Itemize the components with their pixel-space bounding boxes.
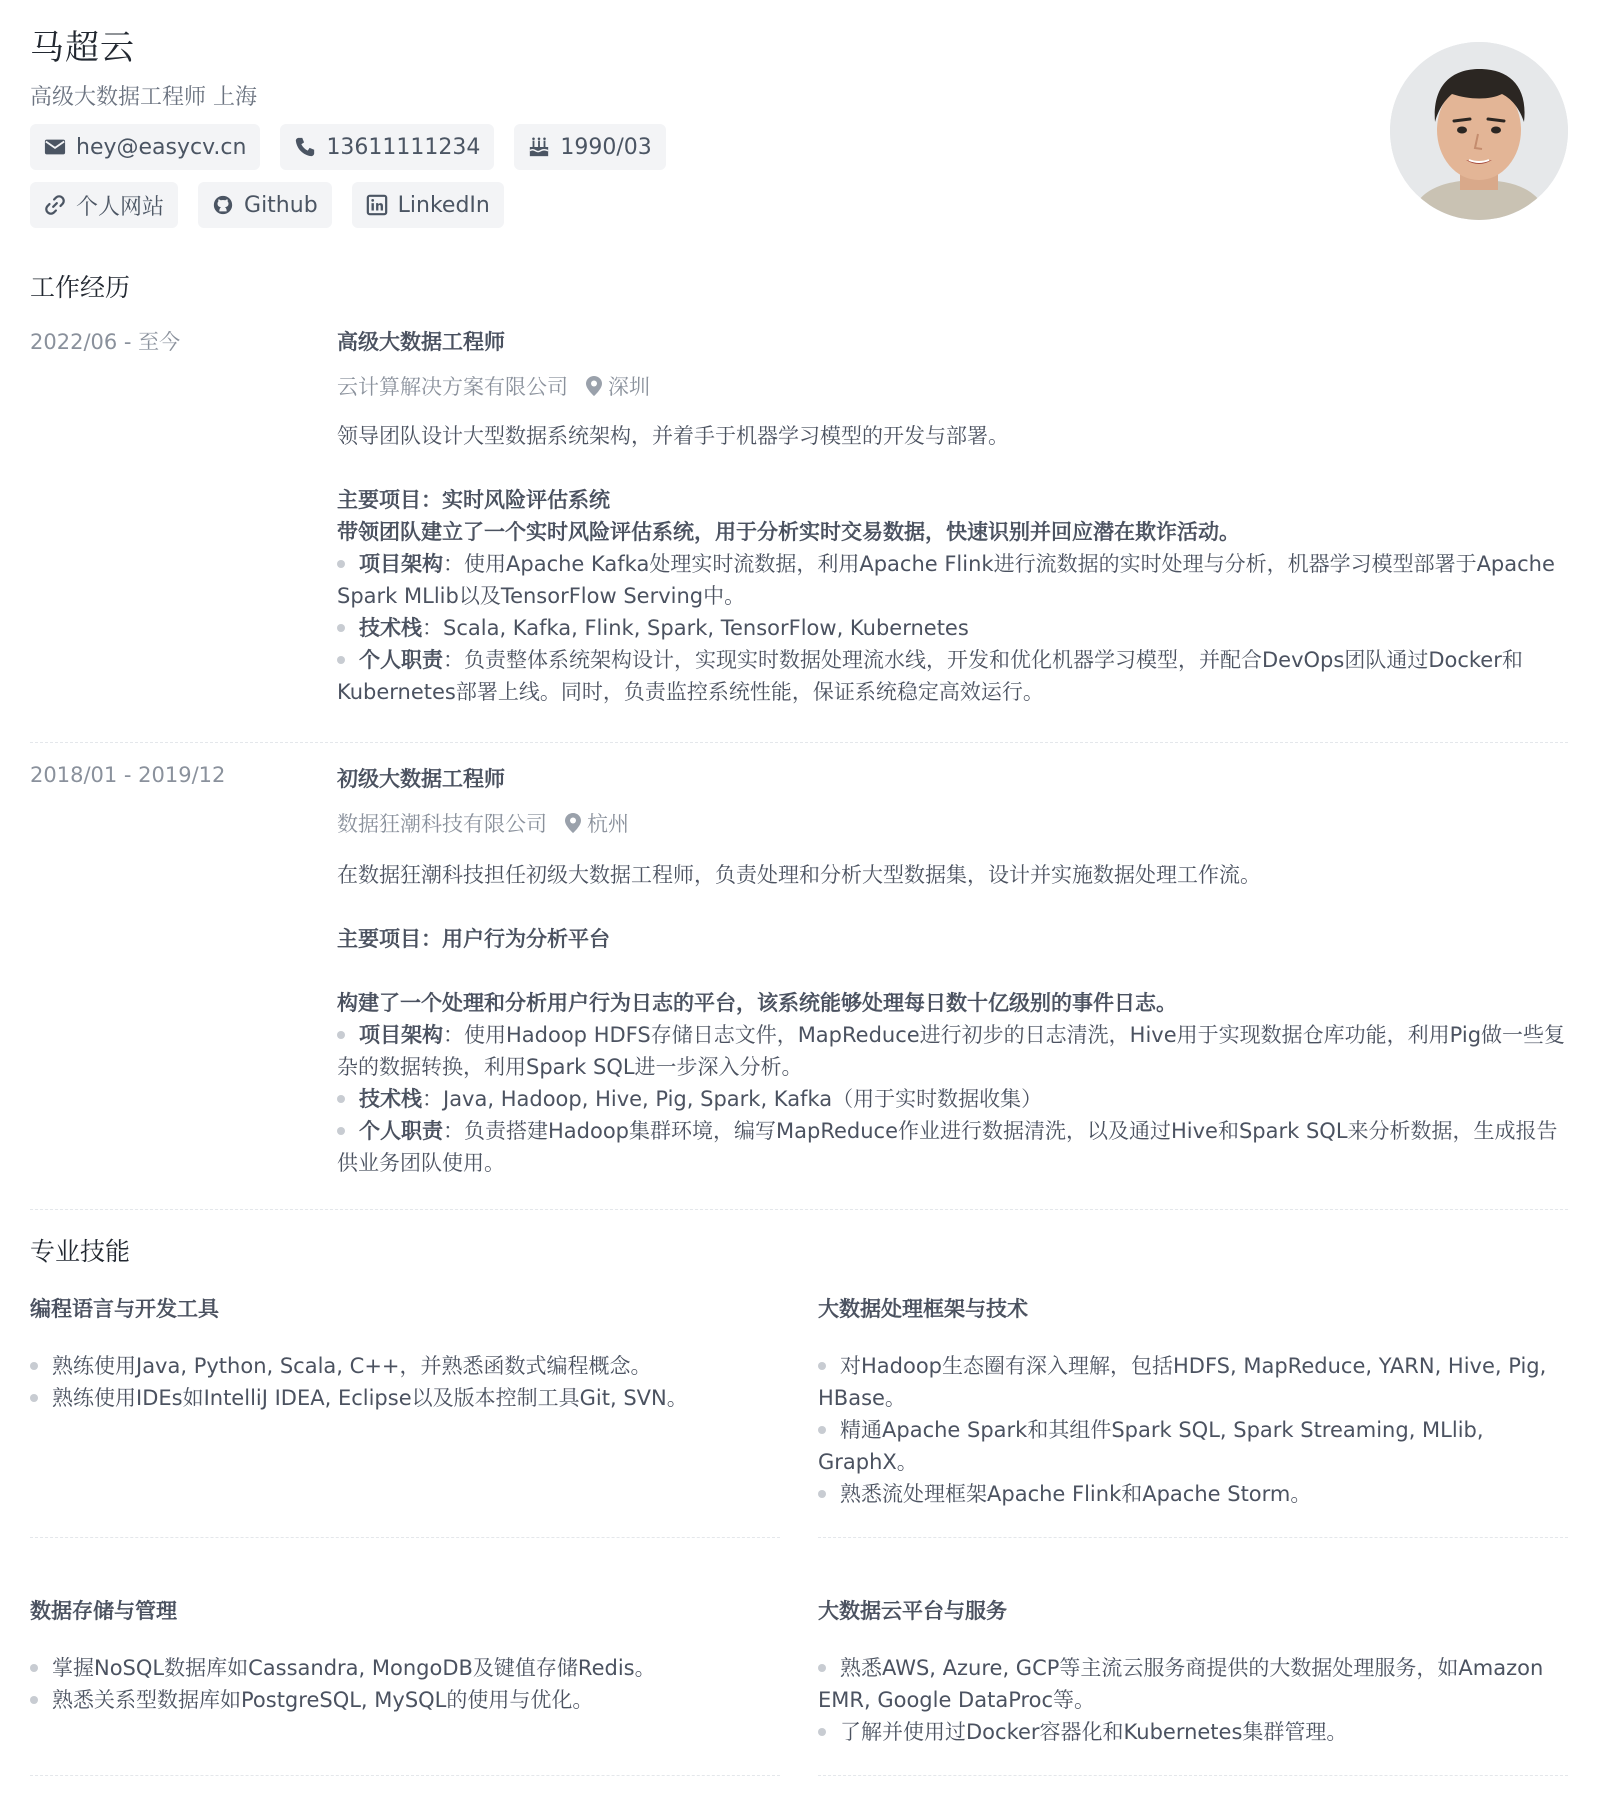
job-1-bullet-1: 项目架构：使用Apache Kafka处理实时流数据，利用Apache Flink进行流数据的实时处理与分析，机器学习模型部署于Apache Spark MLlib以及TensorFlow Serving中。 [337,552,1555,608]
linkedin-text: LinkedIn [397,192,490,218]
job-divider [30,742,1568,743]
skill-2-item-3: 熟悉流处理框架Apache Flink和Apache Storm。 [818,1478,1568,1510]
job-1-bullet-3: 个人职责：负责整体系统架构设计，实现实时数据处理流水线，开发和优化机器学习模型，并配合DevOps团队通过Docker和Kubernetes部署上线。同时，负责监控系统性能，保证系统稳定高效运行。 [337,648,1523,704]
skill-1-item-1: 熟练使用Java, Python, Scala, C++，并熟悉函数式编程概念。 [30,1350,780,1382]
phone-text: 13611111234 [326,134,481,160]
job-1-content [337,326,1568,708]
phone-chip[interactable] [280,124,494,170]
skill-group-1-title: 编程语言与开发工具 [30,1297,219,1321]
github-text: Github [244,192,318,218]
birth-text: 1990/03 [560,134,652,160]
email-text: hey@easycv.cn [76,134,247,160]
skill-3-item-1: 掌握NoSQL数据库如Cassandra, MongoDB及键值存储Redis。 [30,1652,780,1684]
job-2-location [565,808,629,838]
envelope-icon [44,136,66,158]
phone-icon [294,136,316,158]
skill-group-2-title: 大数据处理框架与技术 [818,1297,1028,1321]
contact-row-1 [30,124,1230,170]
job-1-desc: 领导团队设计大型数据系统架构，并着手于机器学习模型的开发与部署。 [337,424,1009,448]
job-2-content [337,763,1568,1179]
job-1-location [586,371,650,401]
skill-divider-left-2 [30,1775,780,1776]
map-pin-icon [586,376,602,396]
work-section-title: 工作经历 [30,273,131,302]
skill-group-3 [30,1595,780,1716]
job-1-bullet-2: 技术栈：Scala, Kafka, Flink, Spark, TensorFlow, Kubernetes [337,612,1568,644]
job-2-date: 2018/01 - 2019/12 [30,763,226,787]
skill-2-item-2: 精通Apache Spark和其组件Spark SQL, Spark Streaming, MLlib, GraphX。 [818,1418,1484,1474]
job-1-project: 主要项目：实时风险评估系统 [337,488,610,512]
skill-divider-right-2 [818,1775,1568,1776]
skill-group-1 [30,1293,780,1414]
skills-section-title: 专业技能 [30,1237,131,1266]
skill-group-3-title: 数据存储与管理 [30,1599,177,1623]
github-icon [212,194,234,216]
linkedin-icon [366,194,388,216]
candidate-name: 马超云 [30,28,135,68]
skill-2-item-1: 对Hadoop生态圈有深入理解，包括HDFS, MapReduce, YARN, Hive, Pig, HBase。 [818,1354,1547,1410]
job-2-role: 初级大数据工程师 [337,767,505,791]
skill-group-3-list [30,1652,780,1716]
job-2-bullet-1: 项目架构：使用Hadoop HDFS存储日志文件，MapReduce进行初步的日志清洗，Hive用于实现数据仓库功能，利用Pig做一些复杂的数据转换，利用Spark SQL进一步深入分析。 [337,1023,1566,1079]
email-chip[interactable] [30,124,260,170]
skill-group-2 [818,1293,1568,1510]
job-2-summary: 构建了一个处理和分析用户行为日志的平台，该系统能够处理每日数十亿级别的事件日志。 [337,991,1177,1015]
skill-3-item-2: 熟悉关系型数据库如PostgreSQL, MySQL的使用与优化。 [30,1684,780,1716]
job-1-role: 高级大数据工程师 [337,330,505,354]
github-link[interactable] [198,182,332,228]
avatar [1390,42,1568,220]
website-link[interactable] [30,182,178,228]
skill-divider-left-1 [30,1537,780,1538]
map-pin-icon [565,813,581,833]
cake-icon [528,136,550,158]
linkedin-link[interactable] [352,182,504,228]
skill-group-2-list [818,1350,1568,1510]
section-divider [30,1209,1568,1210]
job-1-company: 云计算解决方案有限公司 [337,375,568,399]
job-1-date: 2022/06 - 至今 [30,330,181,354]
avatar-photo [1390,42,1568,220]
skill-1-item-2: 熟练使用IDEs如IntelliJ IDEA, Eclipse以及版本控制工具Git, SVN。 [30,1382,780,1414]
job-1-company-row [337,370,1568,402]
birth-chip [514,124,665,170]
job-2-bullet-2: 技术栈：Java, Hadoop, Hive, Pig, Spark, Kafka（用于实时数据收集） [337,1083,1568,1115]
skill-group-1-list [30,1350,780,1414]
job-2-bullet-3: 个人职责：负责搭建Hadoop集群环境，编写MapReduce作业进行数据清洗，以及通过Hive和Spark SQL来分析数据，生成报告供业务团队使用。 [337,1119,1558,1175]
job-1-location-text: 深圳 [608,375,650,399]
job-2-company: 数据狂潮科技有限公司 [337,812,547,836]
skill-group-4-list [818,1652,1568,1748]
skill-4-item-1: 熟悉AWS, Azure, GCP等主流云服务商提供的大数据处理服务，如Amazon EMR, Google DataProc等。 [818,1656,1544,1712]
skill-group-4 [818,1595,1568,1748]
link-icon [44,194,66,216]
candidate-subtitle: 高级大数据工程师 上海 [30,85,257,110]
website-text: 个人网站 [76,194,165,220]
job-2-project: 主要项目：用户行为分析平台 [337,927,610,951]
job-1-summary: 带领团队建立了一个实时风险评估系统，用于分析实时交易数据，快速识别并回应潜在欺诈活动。 [337,520,1240,544]
job-2-company-row [337,807,1568,839]
skill-divider-right-1 [818,1537,1568,1538]
skill-4-item-2: 了解并使用过Docker容器化和Kubernetes集群管理。 [818,1716,1568,1748]
resume-page [30,0,1568,1806]
job-2-desc: 在数据狂潮科技担任初级大数据工程师，负责处理和分析大型数据集，设计并实施数据处理工作流。 [337,863,1261,887]
contact-row-2 [30,182,1230,228]
skill-group-4-title: 大数据云平台与服务 [818,1599,1007,1623]
job-2-location-text: 杭州 [587,812,629,836]
